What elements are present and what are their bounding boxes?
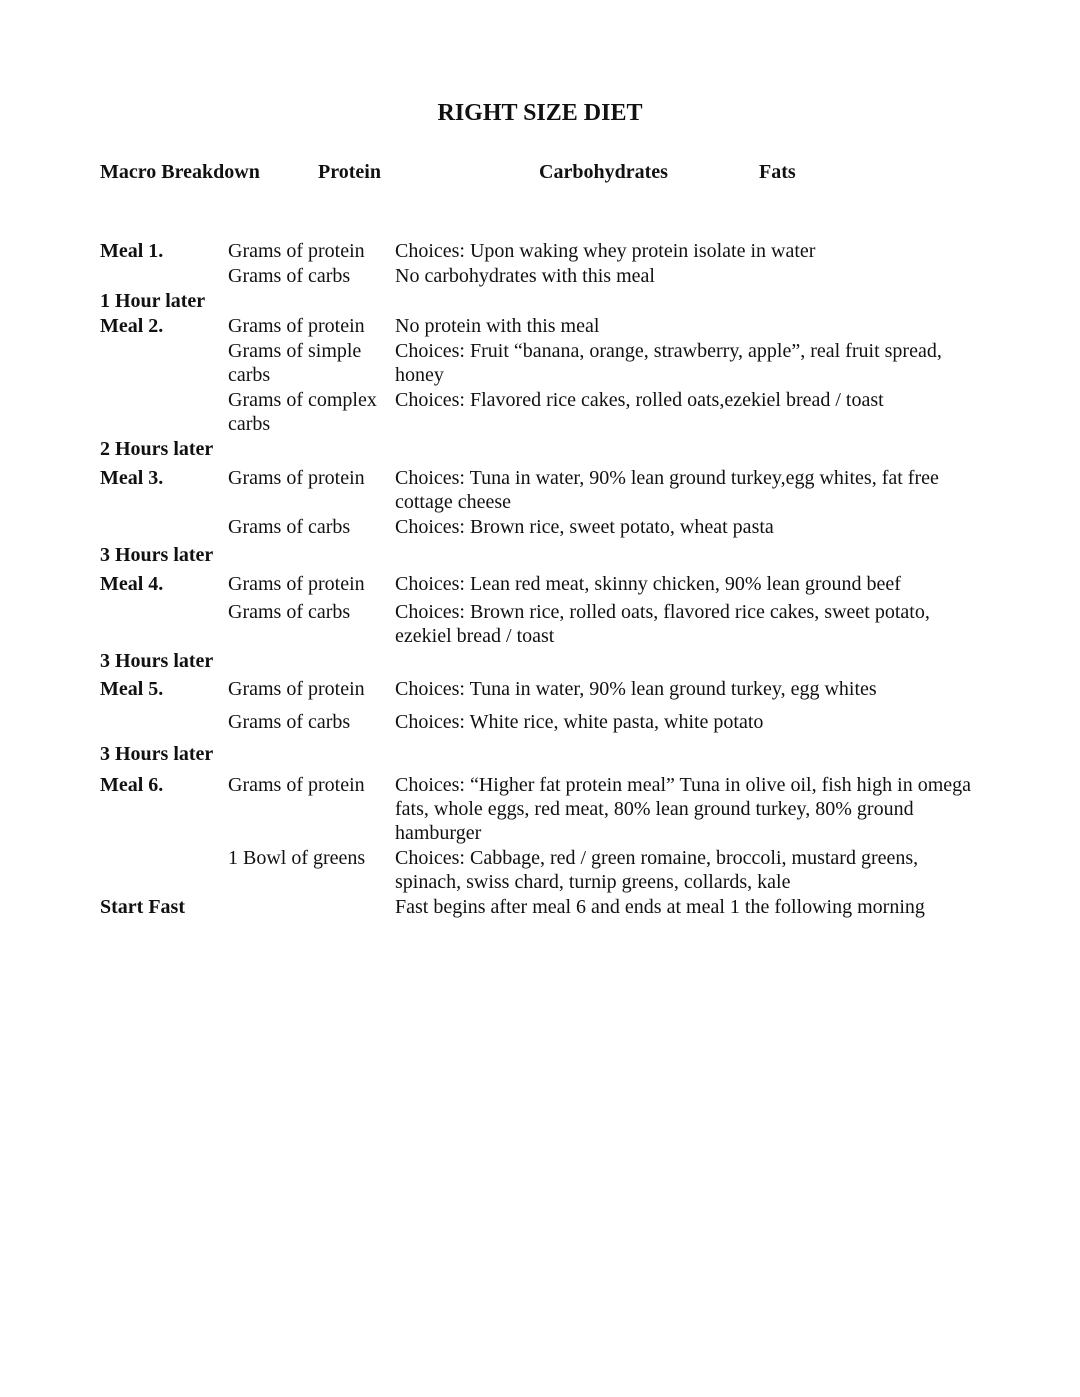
meal-label bbox=[100, 387, 228, 436]
macro-label: Grams of carbs bbox=[228, 265, 351, 287]
macro-label bbox=[228, 894, 395, 919]
meal-label bbox=[100, 596, 228, 648]
interval-row bbox=[100, 288, 985, 313]
interval-label: 3 Hours later bbox=[100, 544, 214, 566]
meal-row bbox=[100, 387, 985, 436]
macro-label: Grams of protein bbox=[228, 678, 365, 700]
meal-choices: Choices: Tuna in water, 90% lean ground turkey, egg whites bbox=[395, 678, 877, 700]
meal-choices: Choices: Cabbage, red / green romaine, broccoli, mustard greens, spinach, swiss chard, turnip greens, collards, kale bbox=[395, 847, 919, 893]
meal-row bbox=[100, 461, 985, 514]
meal-choices: Fast begins after meal 6 and ends at meal 1 the following morning bbox=[395, 896, 925, 918]
meal-choices: Choices: Brown rice, rolled oats, flavored rice cakes, sweet potato, ezekiel bread / toast bbox=[395, 601, 930, 647]
meal-label bbox=[100, 338, 228, 387]
interval-row bbox=[100, 734, 985, 766]
macro-label: Grams of protein bbox=[228, 774, 365, 796]
meal-row bbox=[100, 567, 985, 596]
macro-label: Grams of protein bbox=[228, 573, 365, 595]
macro-label: Grams of protein bbox=[228, 240, 365, 262]
meal-choices: Choices: White rice, white pasta, white potato bbox=[395, 711, 764, 733]
meal-label bbox=[100, 514, 228, 539]
column-header-macro-breakdown: Macro Breakdown bbox=[100, 161, 260, 183]
meal-row bbox=[100, 766, 985, 845]
macro-label: Grams of carbs bbox=[228, 711, 351, 733]
interval-row bbox=[100, 648, 985, 673]
column-header-carbohydrates: Carbohydrates bbox=[539, 161, 668, 183]
macro-label: Grams of protein bbox=[228, 315, 365, 337]
meal-label bbox=[100, 845, 228, 894]
interval-label: 2 Hours later bbox=[100, 438, 214, 460]
meal-row bbox=[100, 263, 985, 288]
meal-row bbox=[100, 673, 985, 701]
macro-label: Grams of simple carbs bbox=[228, 340, 362, 386]
meal-label: Meal 6. bbox=[100, 774, 164, 796]
meal-choices: Choices: Fruit “banana, orange, strawberry, apple”, real fruit spread, honey bbox=[395, 340, 942, 386]
meal-row bbox=[100, 596, 985, 648]
interval-row bbox=[100, 436, 985, 461]
meal-label: Meal 5. bbox=[100, 678, 164, 700]
meal-choices: Choices: Tuna in water, 90% lean ground turkey,egg whites, fat free cottage cheese bbox=[395, 467, 939, 513]
meal-row bbox=[100, 514, 985, 539]
macro-label: 1 Bowl of greens bbox=[228, 847, 366, 869]
meal-schedule-table bbox=[100, 238, 985, 919]
meal-label: Meal 1. bbox=[100, 240, 164, 262]
meal-choices: Choices: Flavored rice cakes, rolled oats,ezekiel bread / toast bbox=[395, 389, 884, 411]
interval-row bbox=[100, 539, 985, 567]
meal-choices: Choices: Upon waking whey protein isolate in water bbox=[395, 240, 816, 262]
meal-row bbox=[100, 338, 985, 387]
interval-label: 3 Hours later bbox=[100, 743, 214, 765]
meal-label: Start Fast bbox=[100, 896, 185, 918]
meal-row bbox=[100, 894, 985, 919]
meal-row bbox=[100, 701, 985, 734]
meal-choices: No carbohydrates with this meal bbox=[395, 265, 655, 287]
interval-label: 1 Hour later bbox=[100, 290, 206, 312]
meal-label bbox=[100, 263, 228, 288]
macro-label: Grams of carbs bbox=[228, 601, 351, 623]
meal-row bbox=[100, 313, 985, 338]
meal-label: Meal 4. bbox=[100, 573, 164, 595]
meal-row bbox=[100, 845, 985, 894]
meal-choices: Choices: Lean red meat, skinny chicken, 90% lean ground beef bbox=[395, 573, 901, 595]
macro-label: Grams of carbs bbox=[228, 516, 351, 538]
meal-row bbox=[100, 238, 985, 263]
meal-label: Meal 3. bbox=[100, 467, 164, 489]
column-headers bbox=[100, 161, 1080, 185]
macro-label: Grams of complex carbs bbox=[228, 389, 377, 435]
meal-choices: Choices: Brown rice, sweet potato, wheat pasta bbox=[395, 516, 774, 538]
macro-label: Grams of protein bbox=[228, 467, 365, 489]
meal-choices: Choices: “Higher fat protein meal” Tuna in olive oil, fish high in omega fats, whole eggs, red meat, 80% lean ground turkey, 80% ground hamburger bbox=[395, 774, 972, 844]
meal-label: Meal 2. bbox=[100, 315, 164, 337]
meal-choices: No protein with this meal bbox=[395, 315, 600, 337]
page-title: RIGHT SIZE DIET bbox=[437, 100, 643, 126]
column-header-fats: Fats bbox=[759, 161, 796, 183]
column-header-protein: Protein bbox=[318, 161, 381, 183]
interval-label: 3 Hours later bbox=[100, 650, 214, 672]
meal-label bbox=[100, 701, 228, 734]
